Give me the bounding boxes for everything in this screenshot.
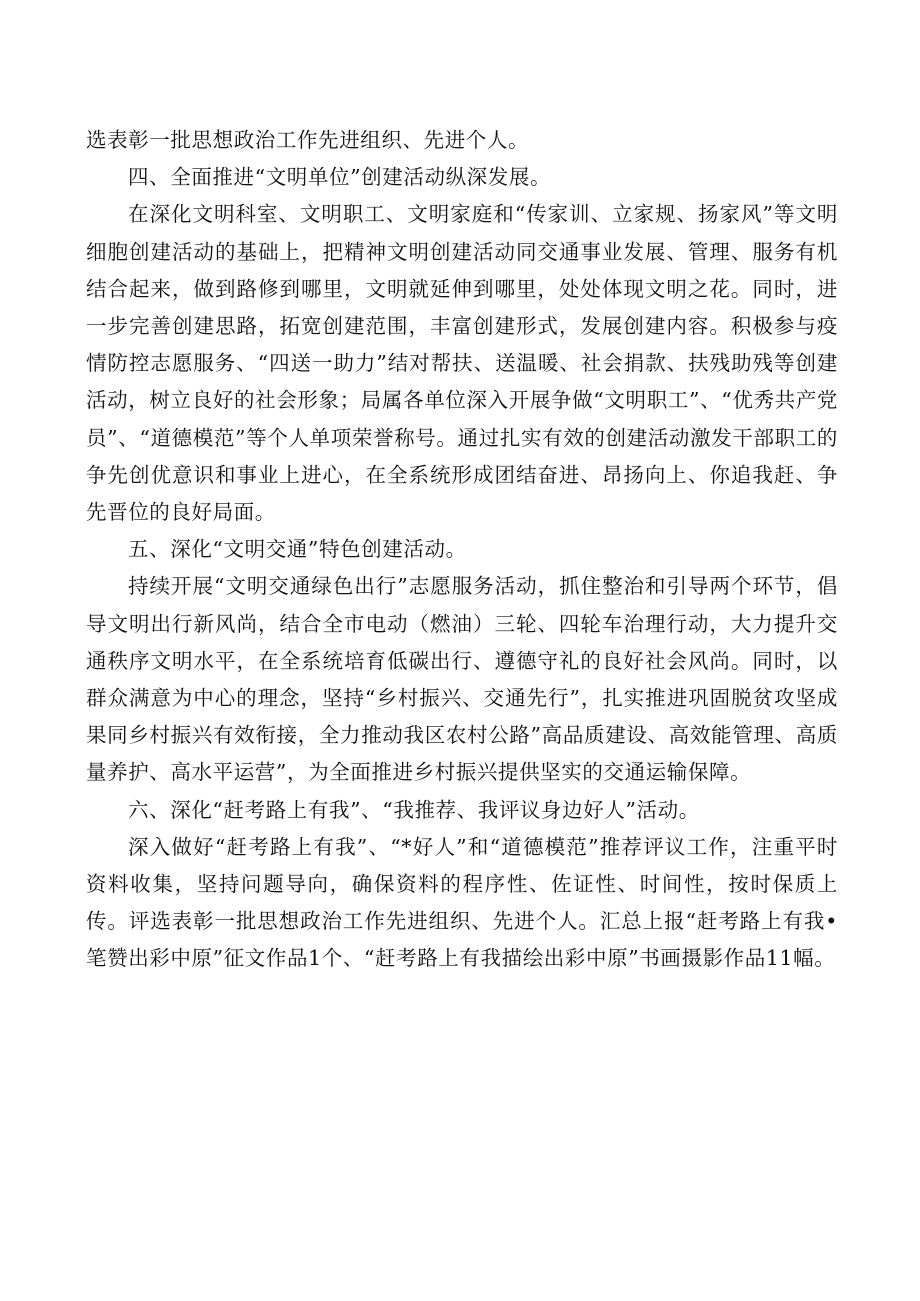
document-body xyxy=(86,122,838,978)
paragraph-continuation: 选表彰一批思想政治工作先进组织、先进个人。 xyxy=(86,128,530,152)
section-heading-6: 六、深化“赶考路上有我”、“我推荐、我评议身边好人”活动。 xyxy=(128,797,700,822)
section-heading-5: 五、深化“文明交通”特色创建活动。 xyxy=(128,537,467,562)
paragraph-section-6: 深入做好“赶考路上有我”、“*好人”和“道德模范”推荐评议工作，注重平时资料收集，坚持问题导向，确保资料的程序性、佐证性、时间性，按时保质上传。评选表彰一批思想政治工作先进组织、先进个人。汇总上报“赶考路上有我•笔赞出彩中原”征文作品1个、“赶考路上有我描绘出彩中原”书画摄影作品11幅。 xyxy=(86,834,838,971)
paragraph-section-4: 在深化文明科室、文明职工、文明家庭和“传家训、立家规、扬家风”等文明细胞创建活动的基础上，把精神文明创建活动同交通事业发展、管理、服务有机结合起来，做到路修到哪里，文明就延伸到哪里，处处体现文明之花。同时，进一步完善创建思路，拓宽创建范围，丰富创建形式，发展创建内容。积极参与疫情防控志愿服务、“四送一助力”结对帮扶、送温暖、社会捐款、扶残助残等创建活动，树立良好的社会形象；局属各单位深入开展争做“文明职工”、“优秀共产党员”、“道德模范”等个人单项荣誉称号。通过扎实有效的创建活动激发干部职工的争先创优意识和事业上进心，在全系统形成团结奋进、昂扬向上、你追我赶、争先晋位的良好局面。 xyxy=(86,202,838,525)
paragraph-section-5: 持续开展“文明交通绿色出行”志愿服务活动，抓住整治和引导两个环节，倡导文明出行新风尚，结合全市电动（燃油）三轮、四轮车治理行动，大力提升交通秩序文明水平，在全系统培育低碳出行、遵德守礼的良好社会风尚。同时，以群众满意为中心的理念，坚持“乡村振兴、交通先行”，扎实推进巩固脱贫攻坚成果同乡村振兴有效衔接，全力推动我区农村公路”高品质建设、高效能管理、高质量养护、高水平运营”，为全面推进乡村振兴提供坚实的交通运输保障。 xyxy=(86,574,838,785)
section-heading-4: 四、全面推进“文明单位”创建活动纵深发展。 xyxy=(128,165,552,190)
